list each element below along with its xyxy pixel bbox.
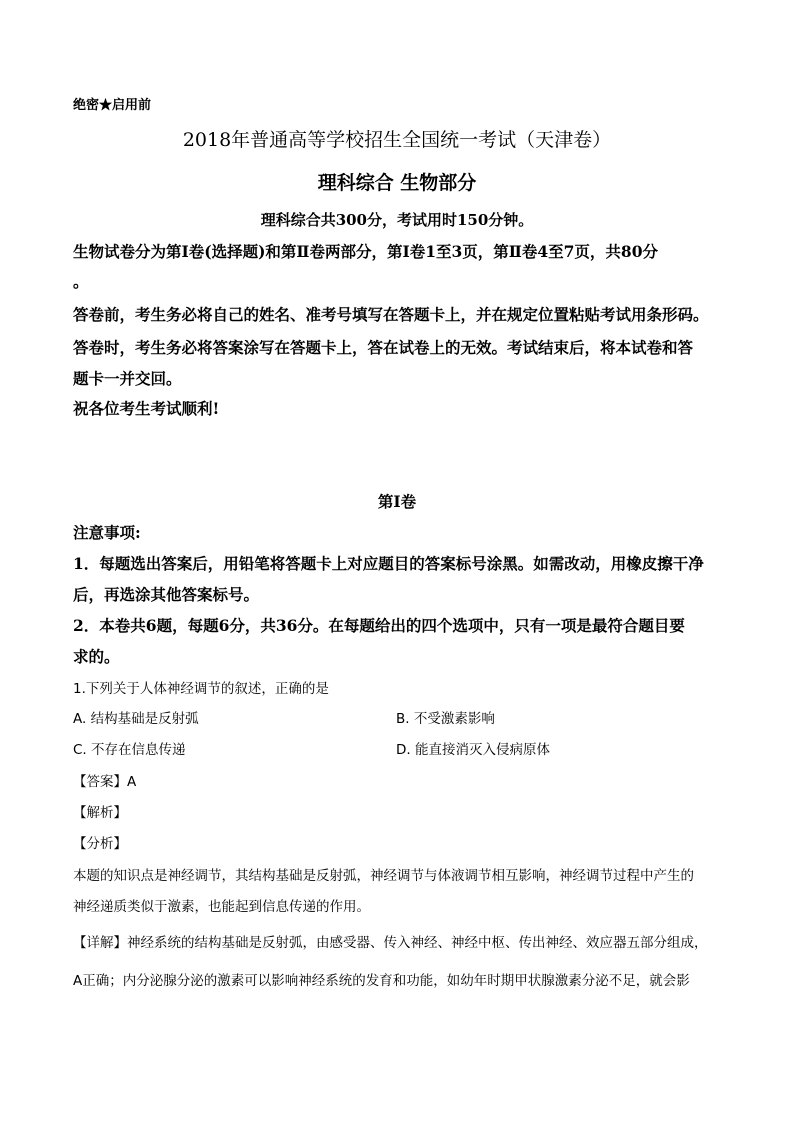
note-2-cont: 求的。 — [73, 647, 120, 666]
answer-label: 【答案】A — [73, 774, 137, 790]
fenxi-text-cont: 神经递质类似于激素，也能起到信息传递的作用。 — [73, 899, 370, 915]
question-1-option-b: B. 不受激素影响 — [396, 711, 495, 727]
notes-heading: 注意事项: — [73, 523, 141, 542]
exam-subtitle: 理科综合 生物部分 — [317, 172, 477, 194]
fenxi-text: 本题的知识点是神经调节，其结构基础是反射弧，神经调节与体液调节相互影响，神经调节过程中产生的 — [73, 868, 694, 884]
confidential-label: 绝密★启用前 — [73, 98, 152, 113]
question-1-option-c: C. 不存在信息传递 — [73, 742, 186, 758]
note-1: 1．每题选出答案后，用铅笔将答题卡上对应题目的答案标号涂黑。如需改动，用橡皮擦干净 — [73, 554, 704, 573]
question-1-option-d: D. 能直接消灭入侵病原体 — [396, 742, 550, 758]
instruction-paragraph-2: 答卷前，考生务必将自己的姓名、准考号填写在答题卡上，并在规定位置粘贴考试用条形码。 — [73, 305, 709, 324]
instruction-paragraph-3-cont: 题卡一并交回。 — [73, 369, 182, 388]
question-1-option-a: A. 结构基础是反射弧 — [73, 711, 199, 727]
detail-text: 【详解】神经系统的结构基础是反射弧，由感受器、传入神经、神经中枢、传出神经、效应器五部分组成， — [73, 935, 708, 951]
instruction-paragraph-4: 祝各位考生考试顺利! — [73, 399, 220, 418]
exam-title: 2018年普通高等学校招生全国统一考试（天津卷） — [182, 129, 612, 151]
instruction-paragraph-1-cont: 。 — [73, 272, 89, 291]
fenxi-label: 【分析】 — [73, 836, 127, 852]
section-title: 第Ⅰ卷 — [377, 492, 417, 511]
question-1-stem: 1.下列关于人体神经调节的叙述，正确的是 — [73, 681, 329, 697]
instruction-paragraph-1: 生物试卷分为第Ⅰ卷(选择题)和第Ⅱ卷两部分，第Ⅰ卷1至3页，第Ⅱ卷4至7页，共80分 — [73, 242, 659, 261]
detail-text-cont: A正确；内分泌腺分泌的激素可以影响神经系统的发育和功能，如幼年时期甲状腺激素分泌不足，就会影 — [73, 973, 690, 989]
exam-info: 理科综合共300分，考试用时150分钟。 — [260, 211, 534, 229]
instruction-paragraph-3: 答卷时，考生务必将答案涂写在答题卡上，答在试卷上的无效。考试结束后，将本试卷和答 — [73, 338, 694, 357]
note-1-cont: 后，再选涂其他答案标号。 — [73, 585, 260, 604]
analysis-label: 【解析】 — [73, 805, 127, 821]
note-2: 2．本卷共6题，每题6分，共36分。在每题给出的四个选项中，只有一项是最符合题目要 — [73, 616, 685, 635]
